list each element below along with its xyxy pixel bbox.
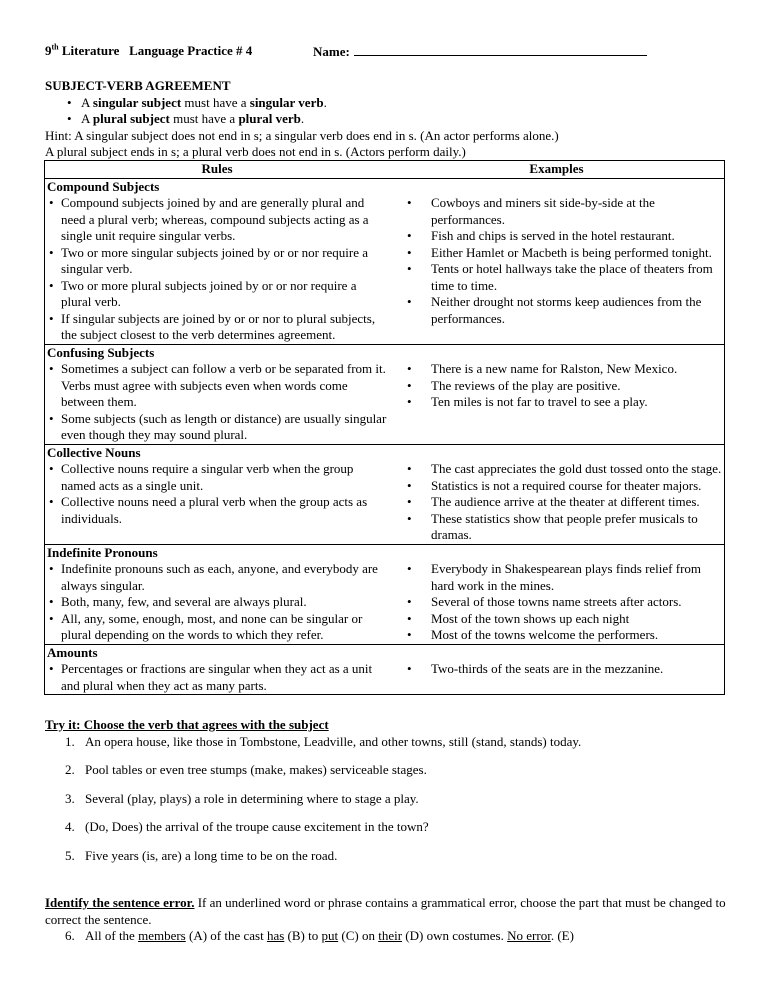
rules-section-title: Indefinite Pronouns	[47, 544, 158, 560]
example-item: • Cowboys and miners sit side-by-side at the performances.	[431, 195, 722, 228]
rules-section-row	[45, 544, 725, 644]
sentence-text: (D) own costumes.	[402, 928, 508, 943]
header	[45, 43, 708, 59]
example-item: • The cast appreciates the gold dust tossed onto the stage.	[431, 461, 722, 478]
question-5: 5. Five years (is, are) a long time to be on the road.	[65, 847, 338, 863]
rule-item: • Some subjects (such as length or distance) are usually singular even though they may sound plural.	[61, 411, 387, 444]
question-1: 1. An opera house, like those in Tombstone, Leadville, and other towns, still (stand, stands) today.	[65, 733, 582, 749]
intro-bullet: • A plural subject must have a plural verb.	[81, 111, 725, 128]
rule-item: • Indefinite pronouns such as each, anyone, and everybody are always singular.	[61, 561, 387, 594]
underlined-choice: their	[378, 928, 403, 943]
rules-section-title: Compound Subjects	[47, 178, 160, 194]
underlined-choice: No error	[507, 928, 551, 943]
rule-item: • Both, many, few, and several are always plural.	[61, 594, 387, 611]
question-4: 4. (Do, Does) the arrival of the troupe cause excitement in the town?	[65, 819, 429, 834]
rule-item: • Percentages or fractions are singular when they act as a unit and plural when they act as many parts.	[61, 661, 387, 694]
question-6: 6. All of the members (A) of the cast has (B) to put (C) on their (D) own costumes. No error. (E)	[65, 928, 574, 943]
rules-column-header: Rules	[45, 161, 390, 179]
examples-cell	[389, 444, 725, 544]
underlined-choice: put	[321, 928, 339, 943]
example-item: • Ten miles is not far to travel to see a play.	[431, 394, 722, 411]
example-item: • Either Hamlet or Macbeth is being performed tonight.	[431, 245, 722, 262]
rules-section-row	[45, 178, 725, 344]
rules-cell	[45, 444, 390, 544]
rule-item: • All, any, some, enough, most, and none can be singular or plural depending on the words to which they refer.	[61, 611, 387, 644]
question-2: 2. Pool tables or even tree stumps (make, makes) serviceable stages.	[65, 762, 427, 777]
rules-cell	[45, 644, 390, 695]
example-item: • Neither drought not storms keep audiences from the performances.	[431, 294, 722, 327]
sentence-text: (C) on	[338, 928, 379, 943]
hint-line: A plural subject ends in s; a plural verb does not end in s. (Actors perform daily.)	[45, 144, 466, 159]
rule-item: • Two or more plural subjects joined by or or nor require a plural verb.	[61, 278, 387, 311]
example-item: • Several of those towns name streets after actors.	[431, 594, 722, 611]
rule-item: • Compound subjects joined by and are generally plural and need a plural verb; whereas, compound subjects acting as a single unit require singular verbs.	[61, 195, 387, 245]
rule-item: • Collective nouns need a plural verb when the group acts as individuals.	[61, 494, 387, 527]
intro-section	[45, 78, 725, 161]
example-item: • Most of the towns welcome the performers.	[431, 627, 722, 644]
rules-cell	[45, 178, 390, 344]
examples-cell	[389, 544, 725, 644]
rules-section-row	[45, 644, 725, 695]
rules-table	[44, 160, 725, 695]
identify-instructions: Identify the sentence error. If an underlined word or phrase contains a grammatical error, choose the part that must be changed to correct the sentence.	[45, 895, 726, 927]
rules-section-row	[45, 344, 725, 444]
rules-section-title: Collective Nouns	[47, 444, 141, 460]
try-it-heading: Try it: Choose the verb that agrees with the subject	[45, 717, 329, 732]
sentence-text: (A) of the cast	[185, 928, 267, 943]
rule-item: • Collective nouns require a singular verb when the group named acts as a single unit.	[61, 461, 387, 494]
rule-item: • Sometimes a subject can follow a verb or be separated from it. Verbs must agree with subjects even when words come between them.	[61, 361, 387, 411]
question-3: 3. Several (play, plays) a role in determining where to stage a play.	[65, 790, 419, 806]
example-item: • The reviews of the play are positive.	[431, 378, 722, 395]
example-item: • Most of the town shows up each night	[431, 611, 722, 628]
section-title: SUBJECT-VERB AGREEMENT	[45, 78, 231, 93]
example-item: • Tents or hotel hallways take the place of theaters from time to time.	[431, 261, 722, 294]
underlined-choice: members	[138, 928, 186, 943]
example-item: • Statistics is not a required course for theater majors.	[431, 478, 722, 495]
rule-item: • Two or more singular subjects joined by or or nor require a singular verb.	[61, 245, 387, 278]
try-it-section	[45, 717, 735, 876]
examples-cell	[389, 344, 725, 444]
sentence-text: . (E)	[550, 928, 574, 943]
rules-section-title: Amounts	[47, 644, 98, 660]
example-item: • Everybody in Shakespearean plays finds relief from hard work in the mines.	[431, 561, 722, 594]
sentence-text: (B) to	[284, 928, 322, 943]
name-field[interactable]: Name:	[313, 43, 647, 60]
examples-cell	[389, 178, 725, 344]
name-blank-line[interactable]	[354, 43, 647, 56]
rules-section-title: Confusing Subjects	[47, 344, 155, 360]
examples-column-header: Examples	[389, 161, 725, 179]
example-item: • These statistics show that people prefer musicals to dramas.	[431, 511, 722, 544]
identify-section	[45, 895, 735, 945]
sentence-text: All of the	[85, 928, 139, 943]
rules-cell	[45, 544, 390, 644]
hint-line: Hint: A singular subject does not end in s; a singular verb does end in s. (An actor performs alone.)	[45, 127, 559, 143]
rules-cell	[45, 344, 390, 444]
example-item: • The audience arrive at the theater at different times.	[431, 494, 722, 511]
rule-item: • If singular subjects are joined by or or nor to plural subjects, the subject closest to the verb determines agreement.	[61, 311, 387, 344]
intro-bullet: • A singular subject must have a singular verb.	[81, 95, 725, 112]
underlined-choice: has	[266, 928, 285, 943]
rules-section-row	[45, 444, 725, 544]
course-title: 9th Literature Language Practice # 4	[45, 43, 253, 59]
example-item: • There is a new name for Ralston, New Mexico.	[431, 361, 722, 378]
example-item: • Two-thirds of the seats are in the mezzanine.	[431, 661, 722, 678]
example-item: • Fish and chips is served in the hotel restaurant.	[431, 228, 722, 245]
examples-cell	[389, 644, 725, 695]
